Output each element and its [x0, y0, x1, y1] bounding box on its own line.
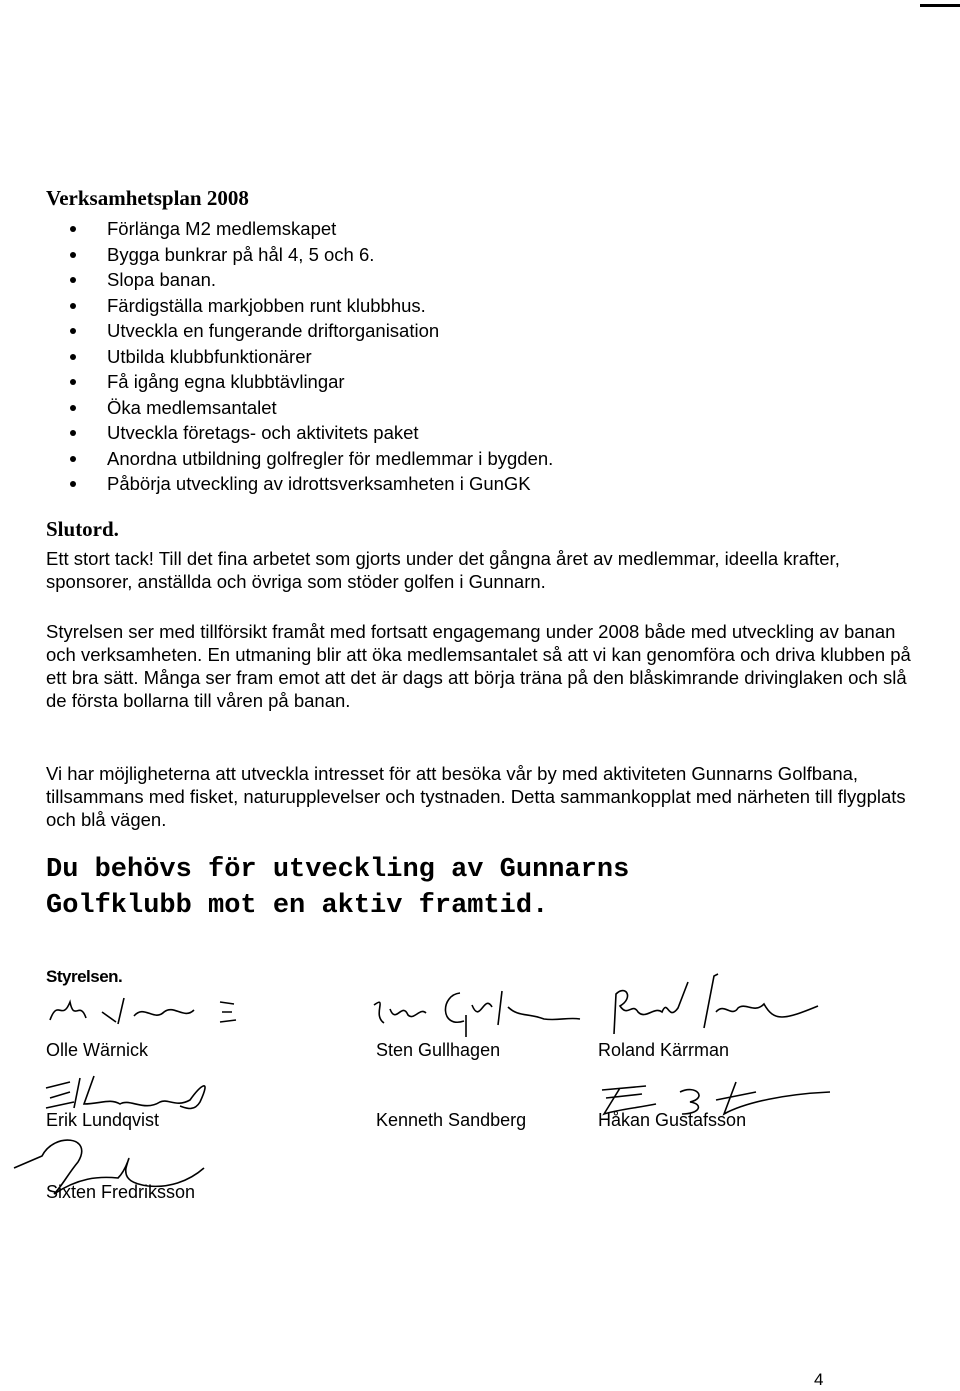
signer-name: Håkan Gustafsson — [598, 1110, 747, 1130]
signatures-title: Styrelsen. — [46, 967, 123, 986]
plan-item: Bygga bunkrar på hål 4, 5 och 6. — [46, 242, 553, 268]
slogan-line: Golfklubb mot en aktiv framtid. — [46, 891, 549, 921]
closing-paragraph-thanks: Ett stort tack! Till det fina arbetet som gjorts under det gångna året av medlemmar, ideella krafter, sponsorer, anställda och övriga som stöder golfen i Gunnarn. — [46, 548, 840, 592]
signer-name: Sixten Fredriksson — [46, 1182, 196, 1202]
closing-paragraph-outlook: Styrelsen ser med tillförsikt framåt med fortsatt engagemang under 2008 både med utveckling av banan och verksamheten. En utmaning blir att öka medlemsantalet så att vi kan genomföra och driva klubben på ett bra sätt. Många ser fram emot att det är dags att börja träna på den blåskimrande drivinglaken och slå de första bollarna till våren på banan. — [46, 621, 911, 711]
closing-heading: Slutord. — [46, 517, 119, 541]
plan-item: Utveckla en fungerande driftorganisation — [46, 318, 553, 344]
plan-item: Slopa banan. — [46, 267, 553, 293]
plan-item: Förlänga M2 medlemskapet — [46, 216, 553, 242]
corner-scan-mark — [920, 4, 960, 7]
signature-erik — [40, 1068, 240, 1114]
signature-roland — [604, 972, 824, 1042]
signer-name: Erik Lundqvist — [46, 1110, 160, 1130]
plan-item: Få igång egna klubbtävlingar — [46, 369, 553, 395]
plan-item: Utbilda klubbfunktionärer — [46, 344, 553, 370]
slogan-line: Du behövs för utveckling av Gunnarns — [46, 855, 630, 885]
signature-olle — [44, 992, 264, 1032]
signer-name: Kenneth Sandberg — [376, 1110, 527, 1130]
plan-item: Anordna utbildning golfregler för medlemmar i bygden. — [46, 446, 553, 472]
signer-name: Sten Gullhagen — [376, 1040, 501, 1060]
signature-sten — [368, 985, 588, 1040]
page-number: 4 — [814, 1370, 824, 1389]
slogan — [46, 852, 629, 924]
plan-item: Färdigställa markjobben runt klubbhus. — [46, 293, 553, 319]
plan-item: Påbörja utveckling av idrottsverksamheten i GunGK — [46, 471, 553, 497]
signer-name: Olle Wärnick — [46, 1040, 149, 1060]
plan-list — [46, 216, 553, 497]
plan-item: Utveckla företags- och aktivitets paket — [46, 420, 553, 446]
plan-heading: Verksamhetsplan 2008 — [46, 186, 249, 210]
signer-name: Roland Kärrman — [598, 1040, 730, 1060]
plan-item: Öka medlemsantalet — [46, 395, 553, 421]
closing-paragraph-opportunities: Vi har möjligheterna att utveckla intresset för att besöka vår by med aktiviteten Gunnarns Golfbana, tillsammans med fisket, naturupplevelser och tystnaden. Detta sammankopplat med närheten till flygplats och blå vägen. — [46, 763, 906, 830]
